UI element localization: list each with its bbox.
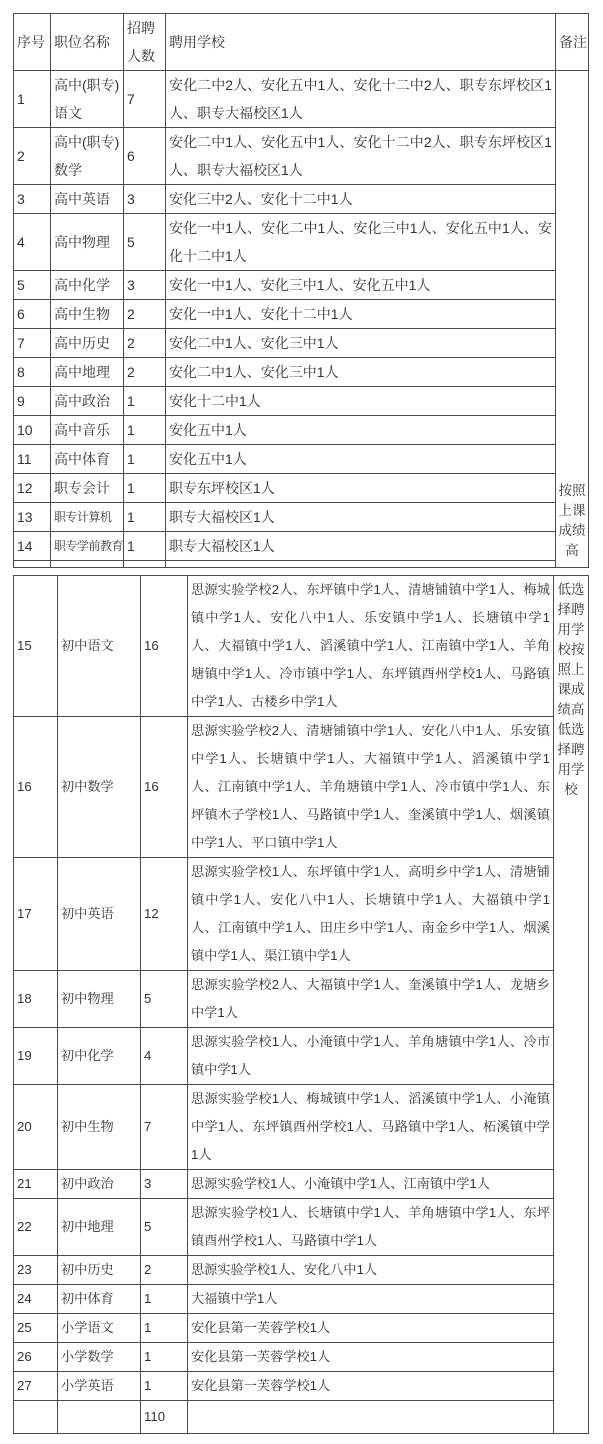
table-row xyxy=(14,1314,589,1343)
serial-cell: 8 xyxy=(14,358,51,387)
table-row xyxy=(14,1028,589,1085)
serial-cell: 12 xyxy=(14,474,51,503)
position-name-cell xyxy=(51,561,124,568)
hiring-school-cell: 思源实验学校2人、大福镇中学1人、奎溪镇中学1人、龙塘乡中学1人 xyxy=(188,971,554,1028)
serial-cell: 7 xyxy=(14,329,51,358)
page-break-sliver-row xyxy=(14,561,589,568)
serial-cell: 27 xyxy=(14,1372,58,1401)
serial-cell: 18 xyxy=(14,971,58,1028)
recruit-count-cell: 1 xyxy=(141,1314,188,1343)
serial-cell xyxy=(14,561,51,568)
position-name-cell: 初中政治 xyxy=(58,1170,141,1199)
serial-cell: 3 xyxy=(14,185,51,214)
hiring-school-cell: 思源实验学校1人、小淹镇中学1人、羊角塘镇中学1人、冷市镇中学1人 xyxy=(188,1028,554,1085)
hiring-school-cell: 安化二中1人、安化五中1人、安化十二中2人、职专东坪校区1人、职专大福校区1人 xyxy=(166,128,556,185)
table-row xyxy=(14,300,589,329)
table-row xyxy=(14,1285,589,1314)
serial-cell: 4 xyxy=(14,214,51,271)
hiring-school-cell: 安化二中1人、安化三中1人 xyxy=(166,358,556,387)
position-name-cell: 高中生物 xyxy=(51,300,124,329)
recruit-count-cell: 1 xyxy=(141,1285,188,1314)
table-row xyxy=(14,532,589,561)
position-name-cell: 职专计算机 xyxy=(51,503,124,532)
recruit-count-cell: 12 xyxy=(141,858,188,971)
table-row xyxy=(14,1256,589,1285)
table-row xyxy=(14,474,589,503)
hiring-school-cell: 思源实验学校1人、东坪镇中学1人、高明乡中学1人、清塘铺镇中学1人、安化八中1人、长塘镇中学1人、大福镇中学1人、江南镇中学1人、田庄乡中学1人、南金乡中学1人、烟溪镇中学1人、渠江镇中学1人 xyxy=(188,858,554,971)
recruit-count-cell: 1 xyxy=(124,532,166,561)
hiring-school-cell: 职专大福校区1人 xyxy=(166,532,556,561)
position-name-cell: 高中体育 xyxy=(51,445,124,474)
recruit-count-cell: 7 xyxy=(141,1085,188,1170)
serial-cell: 21 xyxy=(14,1170,58,1199)
hiring-school-cell: 思源实验学校1人、小淹镇中学1人、江南镇中学1人 xyxy=(188,1170,554,1199)
table-row xyxy=(14,858,589,971)
serial-cell: 22 xyxy=(14,1199,58,1256)
serial-cell: 14 xyxy=(14,532,51,561)
table-row xyxy=(14,416,589,445)
position-name-cell: 初中体育 xyxy=(58,1285,141,1314)
recruit-count-cell: 4 xyxy=(141,1028,188,1085)
hiring-school-cell: 安化一中1人、安化三中1人、安化五中1人 xyxy=(166,271,556,300)
recruit-count-cell: 1 xyxy=(124,416,166,445)
recruit-count-cell: 1 xyxy=(141,1372,188,1401)
serial-cell: 10 xyxy=(14,416,51,445)
serial-cell: 16 xyxy=(14,717,58,858)
header-recruit-count: 招聘人数 xyxy=(124,14,166,71)
recruit-count-cell: 2 xyxy=(141,1256,188,1285)
table-row xyxy=(14,71,589,128)
header-serial: 序号 xyxy=(14,14,51,71)
recruit-count-cell: 2 xyxy=(124,329,166,358)
recruit-count-cell: 3 xyxy=(124,271,166,300)
hiring-school-cell: 安化一中1人、安化二中1人、安化三中1人、安化五中1人、安化十二中1人 xyxy=(166,214,556,271)
serial-cell: 1 xyxy=(14,71,51,128)
serial-cell: 2 xyxy=(14,128,51,185)
table-row xyxy=(14,971,589,1028)
recruit-count-cell: 5 xyxy=(124,214,166,271)
position-name-cell: 初中英语 xyxy=(58,858,141,971)
serial-cell xyxy=(14,1401,58,1434)
recruit-count-cell: 1 xyxy=(124,387,166,416)
recruit-count-cell: 1 xyxy=(124,503,166,532)
hiring-school-cell: 安化十二中1人 xyxy=(166,387,556,416)
hiring-school-cell: 职专东坪校区1人 xyxy=(166,474,556,503)
serial-cell: 17 xyxy=(14,858,58,971)
serial-cell: 26 xyxy=(14,1343,58,1372)
hiring-school-cell: 安化二中2人、安化五中1人、安化十二中2人、职专东坪校区1人、职专大福校区1人 xyxy=(166,71,556,128)
recruit-count-cell: 3 xyxy=(141,1170,188,1199)
positions-table-section2 xyxy=(13,575,589,1434)
recruit-count-cell: 1 xyxy=(141,1343,188,1372)
table-row xyxy=(14,185,589,214)
hiring-school-cell: 职专大福校区1人 xyxy=(166,503,556,532)
hiring-school-cell: 安化县第一芙蓉学校1人 xyxy=(188,1343,554,1372)
recruit-count-cell xyxy=(124,561,166,568)
position-name-cell: 初中化学 xyxy=(58,1028,141,1085)
position-name-cell: 小学英语 xyxy=(58,1372,141,1401)
position-name-cell: 职专会计 xyxy=(51,474,124,503)
position-name-cell: 职专学前教育 xyxy=(51,532,124,561)
hiring-school-cell xyxy=(188,1401,554,1434)
table-row xyxy=(14,717,589,858)
hiring-school-cell: 思源实验学校1人、长塘镇中学1人、羊角塘镇中学1人、东坪镇酉州学校1人、马路镇中学1人 xyxy=(188,1199,554,1256)
total-row xyxy=(14,1401,589,1434)
recruit-count-cell: 3 xyxy=(124,185,166,214)
table-row xyxy=(14,387,589,416)
recruit-count-cell: 1 xyxy=(124,445,166,474)
hiring-school-cell: 安化二中1人、安化三中1人 xyxy=(166,329,556,358)
recruit-count-cell: 6 xyxy=(124,128,166,185)
hiring-school-cell: 安化县第一芙蓉学校1人 xyxy=(188,1314,554,1343)
table-row xyxy=(14,1170,589,1199)
serial-cell: 24 xyxy=(14,1285,58,1314)
hiring-school-cell: 思源实验学校2人、清塘铺镇中学1人、安化八中1人、乐安镇中学1人、长塘镇中学1人、大福镇中学1人、滔溪镇中学1人、江南镇中学1人、羊角塘镇中学1人、冷市镇中学1人、东坪镇木子学校1人、马路镇中学1人、奎溪镇中学1人、烟溪镇中学1人、平口镇中学1人 xyxy=(188,717,554,858)
remark-merged-cell xyxy=(556,71,589,568)
remark-vertical-text: 低选择聘用学校按照上课成绩高低选择聘用学校 xyxy=(557,582,585,797)
header-remark: 备注 xyxy=(556,14,589,71)
hiring-school-cell: 安化五中1人 xyxy=(166,445,556,474)
serial-cell: 9 xyxy=(14,387,51,416)
recruit-count-cell: 7 xyxy=(124,71,166,128)
hiring-school-cell: 大福镇中学1人 xyxy=(188,1285,554,1314)
position-name-cell: 初中数学 xyxy=(58,717,141,858)
header-position-name: 职位名称 xyxy=(51,14,124,71)
header-hiring-school: 聘用学校 xyxy=(166,14,556,71)
hiring-school-cell: 思源实验学校1人、梅城镇中学1人、滔溪镇中学1人、小淹镇中学1人、东坪镇酉州学校1人、马路镇中学1人、柘溪镇中学1人 xyxy=(188,1085,554,1170)
position-name-cell: 高中(职专)数学 xyxy=(51,128,124,185)
position-name-cell: 小学数学 xyxy=(58,1343,141,1372)
position-name-cell: 初中历史 xyxy=(58,1256,141,1285)
recruit-count-cell: 2 xyxy=(124,300,166,329)
table-row xyxy=(14,1085,589,1170)
position-name-cell: 初中物理 xyxy=(58,971,141,1028)
serial-cell: 20 xyxy=(14,1085,58,1170)
position-name-cell: 初中语文 xyxy=(58,576,141,717)
table-row xyxy=(14,128,589,185)
recruit-count-cell: 5 xyxy=(141,971,188,1028)
position-name-cell: 小学语文 xyxy=(58,1314,141,1343)
serial-cell: 5 xyxy=(14,271,51,300)
table-header-row xyxy=(14,14,589,71)
position-name-cell: 高中音乐 xyxy=(51,416,124,445)
positions-table-section1 xyxy=(13,13,589,568)
total-count-cell: 110 xyxy=(141,1401,188,1434)
table-row xyxy=(14,271,589,300)
remark-merged-cell xyxy=(554,576,589,1434)
table-row xyxy=(14,1372,589,1401)
hiring-school-cell: 安化县第一芙蓉学校1人 xyxy=(188,1372,554,1401)
hiring-school-cell: 安化一中1人、安化十二中1人 xyxy=(166,300,556,329)
table-row xyxy=(14,214,589,271)
recruit-count-cell: 1 xyxy=(124,474,166,503)
position-name-cell: 高中地理 xyxy=(51,358,124,387)
position-name-cell: 初中地理 xyxy=(58,1199,141,1256)
hiring-school-cell: 安化三中2人、安化十二中1人 xyxy=(166,185,556,214)
position-name-cell: 高中英语 xyxy=(51,185,124,214)
table-row xyxy=(14,329,589,358)
position-name-cell: 高中政治 xyxy=(51,387,124,416)
position-name-cell: 初中生物 xyxy=(58,1085,141,1170)
serial-cell: 19 xyxy=(14,1028,58,1085)
position-name-cell: 高中(职专)语文 xyxy=(51,71,124,128)
position-name-cell: 高中化学 xyxy=(51,271,124,300)
serial-cell: 11 xyxy=(14,445,51,474)
table-row xyxy=(14,503,589,532)
position-name-cell: 高中物理 xyxy=(51,214,124,271)
position-name-cell: 高中历史 xyxy=(51,329,124,358)
table-row xyxy=(14,1343,589,1372)
table-row xyxy=(14,576,589,717)
hiring-school-cell: 思源实验学校1人、安化八中1人 xyxy=(188,1256,554,1285)
hiring-school-cell: 安化五中1人 xyxy=(166,416,556,445)
remark-vertical-text: 按照上课成绩高 xyxy=(558,483,586,558)
serial-cell: 6 xyxy=(14,300,51,329)
position-name-cell xyxy=(58,1401,141,1434)
table-row xyxy=(14,1199,589,1256)
serial-cell: 23 xyxy=(14,1256,58,1285)
recruit-count-cell: 16 xyxy=(141,717,188,858)
hiring-school-cell xyxy=(166,561,556,568)
table-row xyxy=(14,445,589,474)
recruit-count-cell: 16 xyxy=(141,576,188,717)
recruit-count-cell: 5 xyxy=(141,1199,188,1256)
serial-cell: 25 xyxy=(14,1314,58,1343)
table-row xyxy=(14,358,589,387)
recruit-count-cell: 2 xyxy=(124,358,166,387)
hiring-school-cell: 思源实验学校2人、东坪镇中学1人、清塘铺镇中学1人、梅城镇中学1人、安化八中1人、乐安镇中学1人、长塘镇中学1人、大福镇中学1人、滔溪镇中学1人、江南镇中学1人、羊角塘镇中学1人、冷市镇中学1人、东坪镇酉州学校1人、马路镇中学1人、古楼乡中学1人 xyxy=(188,576,554,717)
serial-cell: 13 xyxy=(14,503,51,532)
serial-cell: 15 xyxy=(14,576,58,717)
